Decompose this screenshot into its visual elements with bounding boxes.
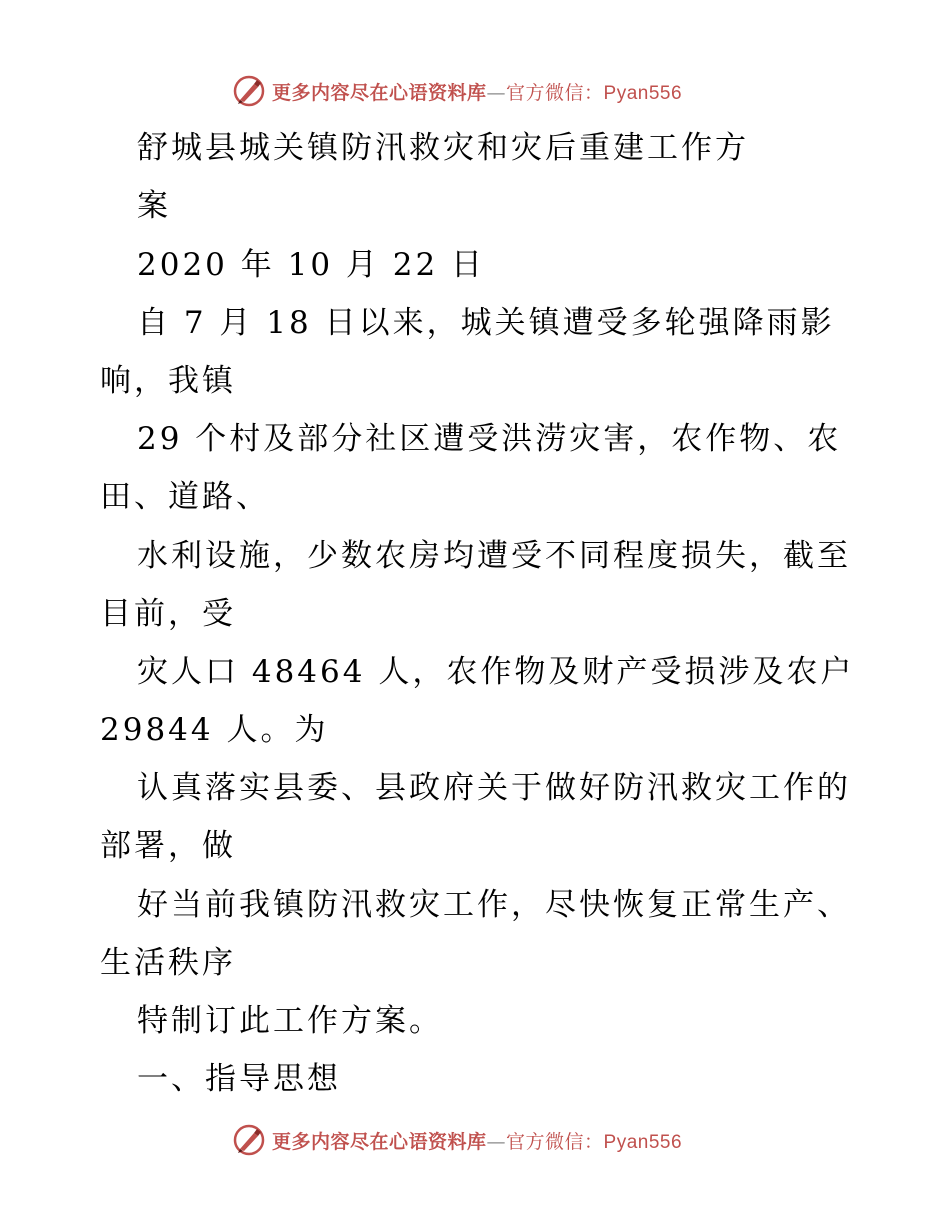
doc-paragraph-line: 田、道路、 (100, 479, 270, 515)
watermark-text: 更多内容尽在心语资料库—官方微信：Pyan556 (272, 81, 683, 104)
doc-date: 2020 年 10 月 22 日 (137, 247, 486, 283)
pen-logo-icon (232, 74, 266, 108)
doc-paragraph-line: 好当前我镇防汛救灾工作，尽快恢复正常生产、 (137, 887, 851, 923)
doc-section-heading: 一、指导思想 (137, 1061, 341, 1097)
watermark-text: 更多内容尽在心语资料库—官方微信：Pyan556 (272, 1130, 683, 1153)
doc-paragraph-line: 自 7 月 18 日以来，城关镇遭受多轮强降雨影 (137, 305, 835, 341)
doc-paragraph-line: 水利设施，少数农房均遭受不同程度损失，截至 (137, 538, 851, 574)
doc-paragraph-line: 响，我镇 (100, 363, 236, 399)
doc-paragraph-line: 29 个村及部分社区遭受洪涝灾害，农作物、农 (137, 421, 842, 457)
pen-logo-icon (232, 1123, 266, 1157)
doc-paragraph-line: 生活秩序 (100, 945, 236, 981)
doc-title-line-2: 案 (137, 188, 171, 224)
doc-title-line-1: 舒城县城关镇防汛救灾和灾后重建工作方 (137, 130, 749, 166)
doc-paragraph-line: 29844 人。为 (100, 712, 329, 748)
watermark-banner-bottom (232, 1122, 682, 1158)
doc-paragraph-line: 特制订此工作方案。 (137, 1003, 443, 1039)
doc-paragraph-line: 认真落实县委、县政府关于做好防汛救灾工作的 (137, 770, 851, 806)
watermark-banner-top (232, 73, 682, 109)
doc-paragraph-line: 灾人口 48464 人，农作物及财产受损涉及农户 (137, 654, 855, 690)
doc-paragraph-line: 部署，做 (100, 828, 236, 864)
doc-paragraph-line: 目前，受 (100, 596, 236, 632)
